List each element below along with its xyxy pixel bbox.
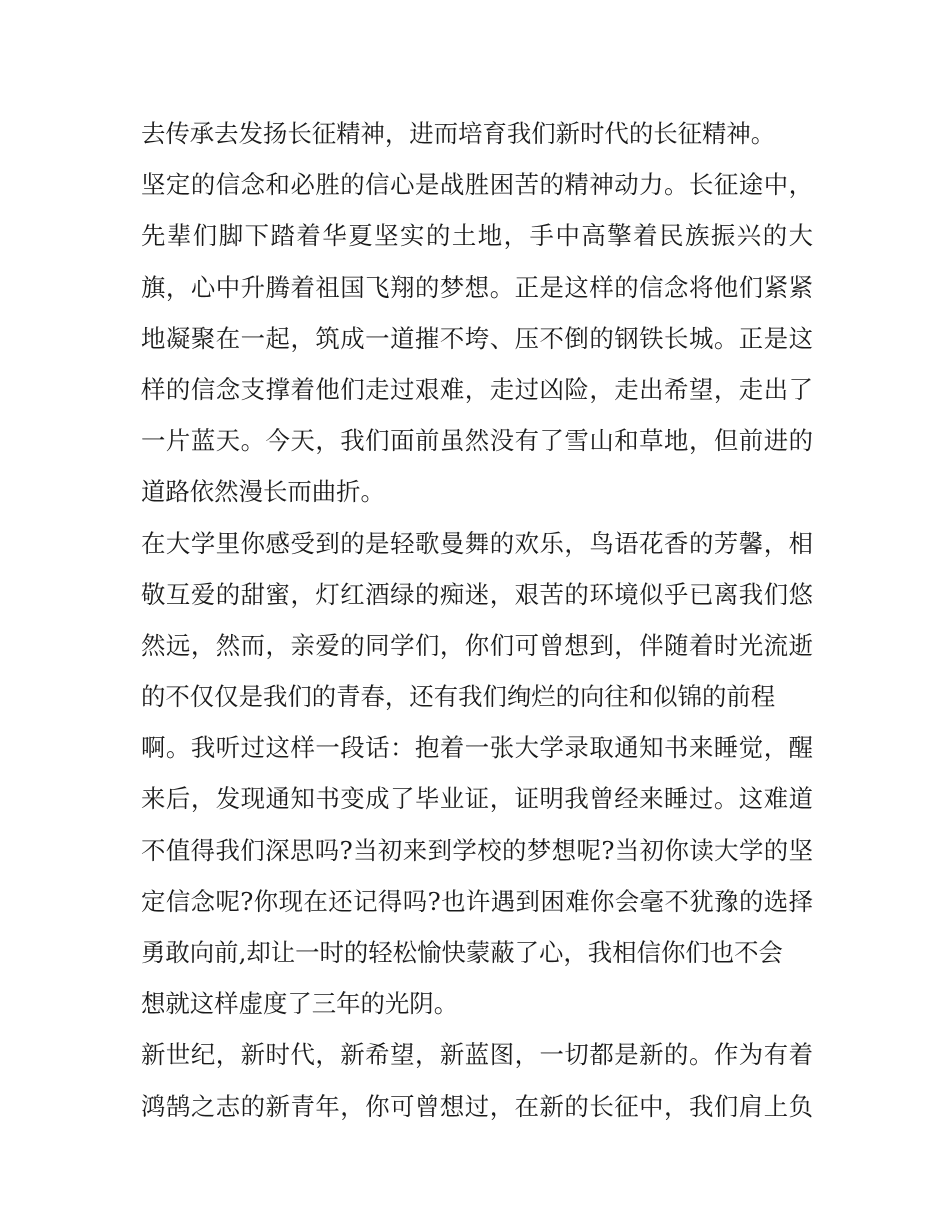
- text-line: 旗，心中升腾着祖国飞翔的梦想。正是这样的信念将他们紧紧: [141, 272, 813, 302]
- text-line: 新世纪，新时代，新希望，新蓝图，一切都是新的。作为有着: [141, 1040, 813, 1070]
- text-line: 鸿鹄之志的新青年，你可曾想过，在新的长征中，我们肩上负: [141, 1091, 813, 1121]
- paragraph-3: [141, 518, 813, 1030]
- paragraph-1: [141, 108, 813, 159]
- text-line: 不值得我们深思吗?当初来到学校的梦想呢?当初你读大学的坚: [141, 835, 813, 865]
- text-line: 地凝聚在一起，筑成一道摧不垮、压不倒的钢铁长城。正是这: [141, 323, 813, 353]
- paragraph-4: [141, 1029, 813, 1131]
- text-line: 来后，发现通知书变成了毕业证，证明我曾经来睡过。这难道: [141, 784, 813, 814]
- text-line: 啊。我听过这样一段话：抱着一张大学录取通知书来睡觉，醒: [141, 733, 813, 763]
- text-line: 定信念呢?你现在还记得吗?也许遇到困难你会毫不犹豫的选择: [141, 886, 813, 916]
- text-line: 坚定的信念和必胜的信心是战胜困苦的精神动力。长征途中，: [141, 170, 813, 200]
- text-line: 一片蓝天。今天，我们面前虽然没有了雪山和草地，但前进的: [141, 426, 813, 456]
- text-line: 想就这样虚度了三年的光阴。: [141, 989, 459, 1019]
- text-line: 敬互爱的甜蜜，灯红酒绿的痴迷，艰苦的环境似乎已离我们悠: [141, 579, 813, 609]
- text-line: 然远，然而，亲爱的同学们，你们可曾想到，伴随着时光流逝: [141, 630, 813, 660]
- text-line: 道路依然漫长而曲折。: [141, 477, 385, 507]
- text-line: 去传承去发扬长征精神，进而培育我们新时代的长征精神。: [141, 119, 776, 148]
- document-body: [141, 108, 813, 1132]
- text-line: 在大学里你感受到的是轻歌曼舞的欢乐，鸟语花香的芳馨，相: [141, 528, 813, 558]
- text-line: 先辈们脚下踏着华夏坚实的土地，手中高擎着民族振兴的大: [141, 221, 813, 251]
- text-line: 样的信念支撑着他们走过艰难，走过凶险，走出希望，走出了: [141, 374, 813, 404]
- text-line: 勇敢向前,却让一时的轻松愉快蒙蔽了心，我相信你们也不会: [141, 938, 783, 967]
- paragraph-2: [141, 159, 813, 517]
- text-line: 的不仅仅是我们的青春，还有我们绚烂的向往和似锦的前程: [141, 682, 776, 712]
